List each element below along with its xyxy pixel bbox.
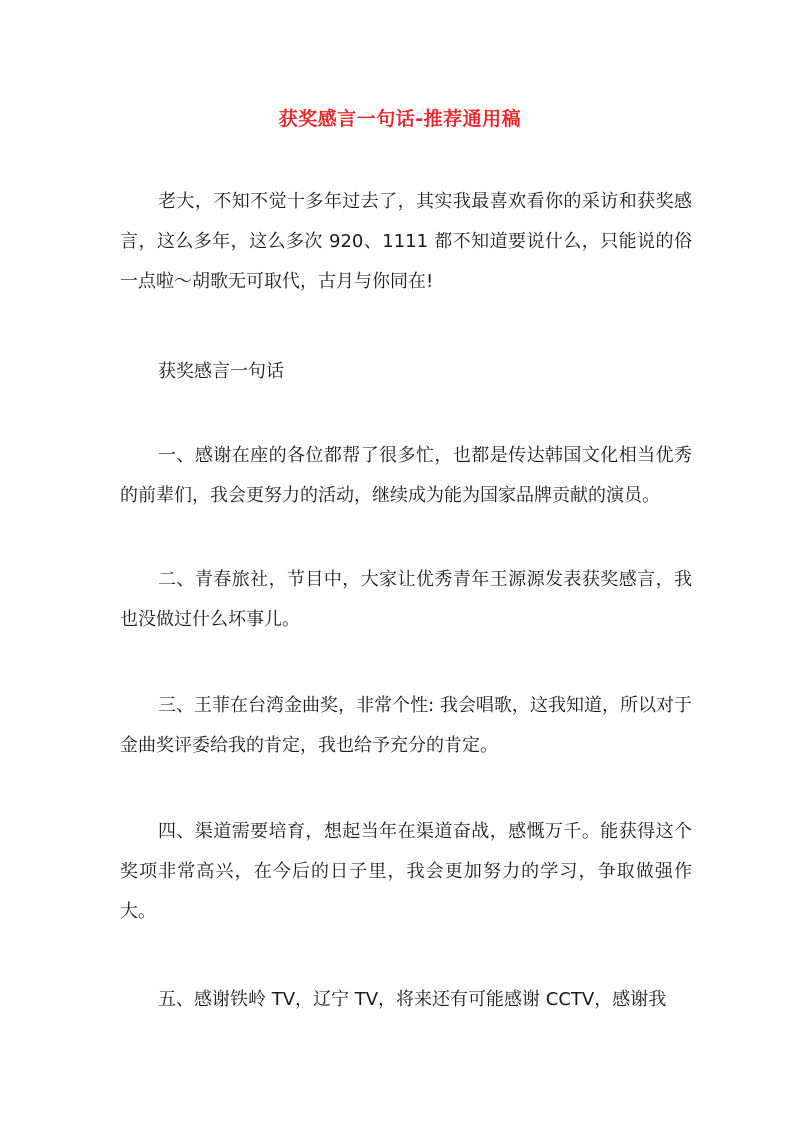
document-title: 获奖感言一句话-推荐通用稿 (278, 108, 522, 130)
quote-paragraph-4: 四、渠道需要培育，想起当年在渠道奋战，感慨万千。能获得这个奖项非常高兴，在今后的日子里，我会更加努力的学习，争取做强作大。 (120, 821, 692, 922)
quote-paragraph-3: 三、王菲在台湾金曲奖，非常个性: 我会唱歌，这我知道，所以对于金曲奖评委给我的肯定，我也给予充分的肯定。 (120, 695, 692, 756)
intro-paragraph: 老大，不知不觉十多年过去了，其实我最喜欢看你的采访和获奖感言，这么多年，这么多次 920、1111 都不知道要说什么，只能说的俗一点啦～胡歌无可取代，古月与你同在! (120, 191, 692, 292)
quote-paragraph-1: 一、感谢在座的各位都帮了很多忙，也都是传达韩国文化相当优秀的前辈们，我会更努力的活动，继续成为能为国家品牌贡献的演员。 (120, 445, 692, 506)
section-subheading: 获奖感言一句话 (158, 361, 284, 382)
quote-paragraph-2: 二、青春旅社，节目中，大家让优秀青年王源源发表获奖感言，我也没做过什么坏事儿。 (120, 569, 692, 630)
quote-paragraph-5: 五、感谢铁岭 TV，辽宁 TV，将来还有可能感谢 CCTV，感谢我 (158, 989, 667, 1010)
